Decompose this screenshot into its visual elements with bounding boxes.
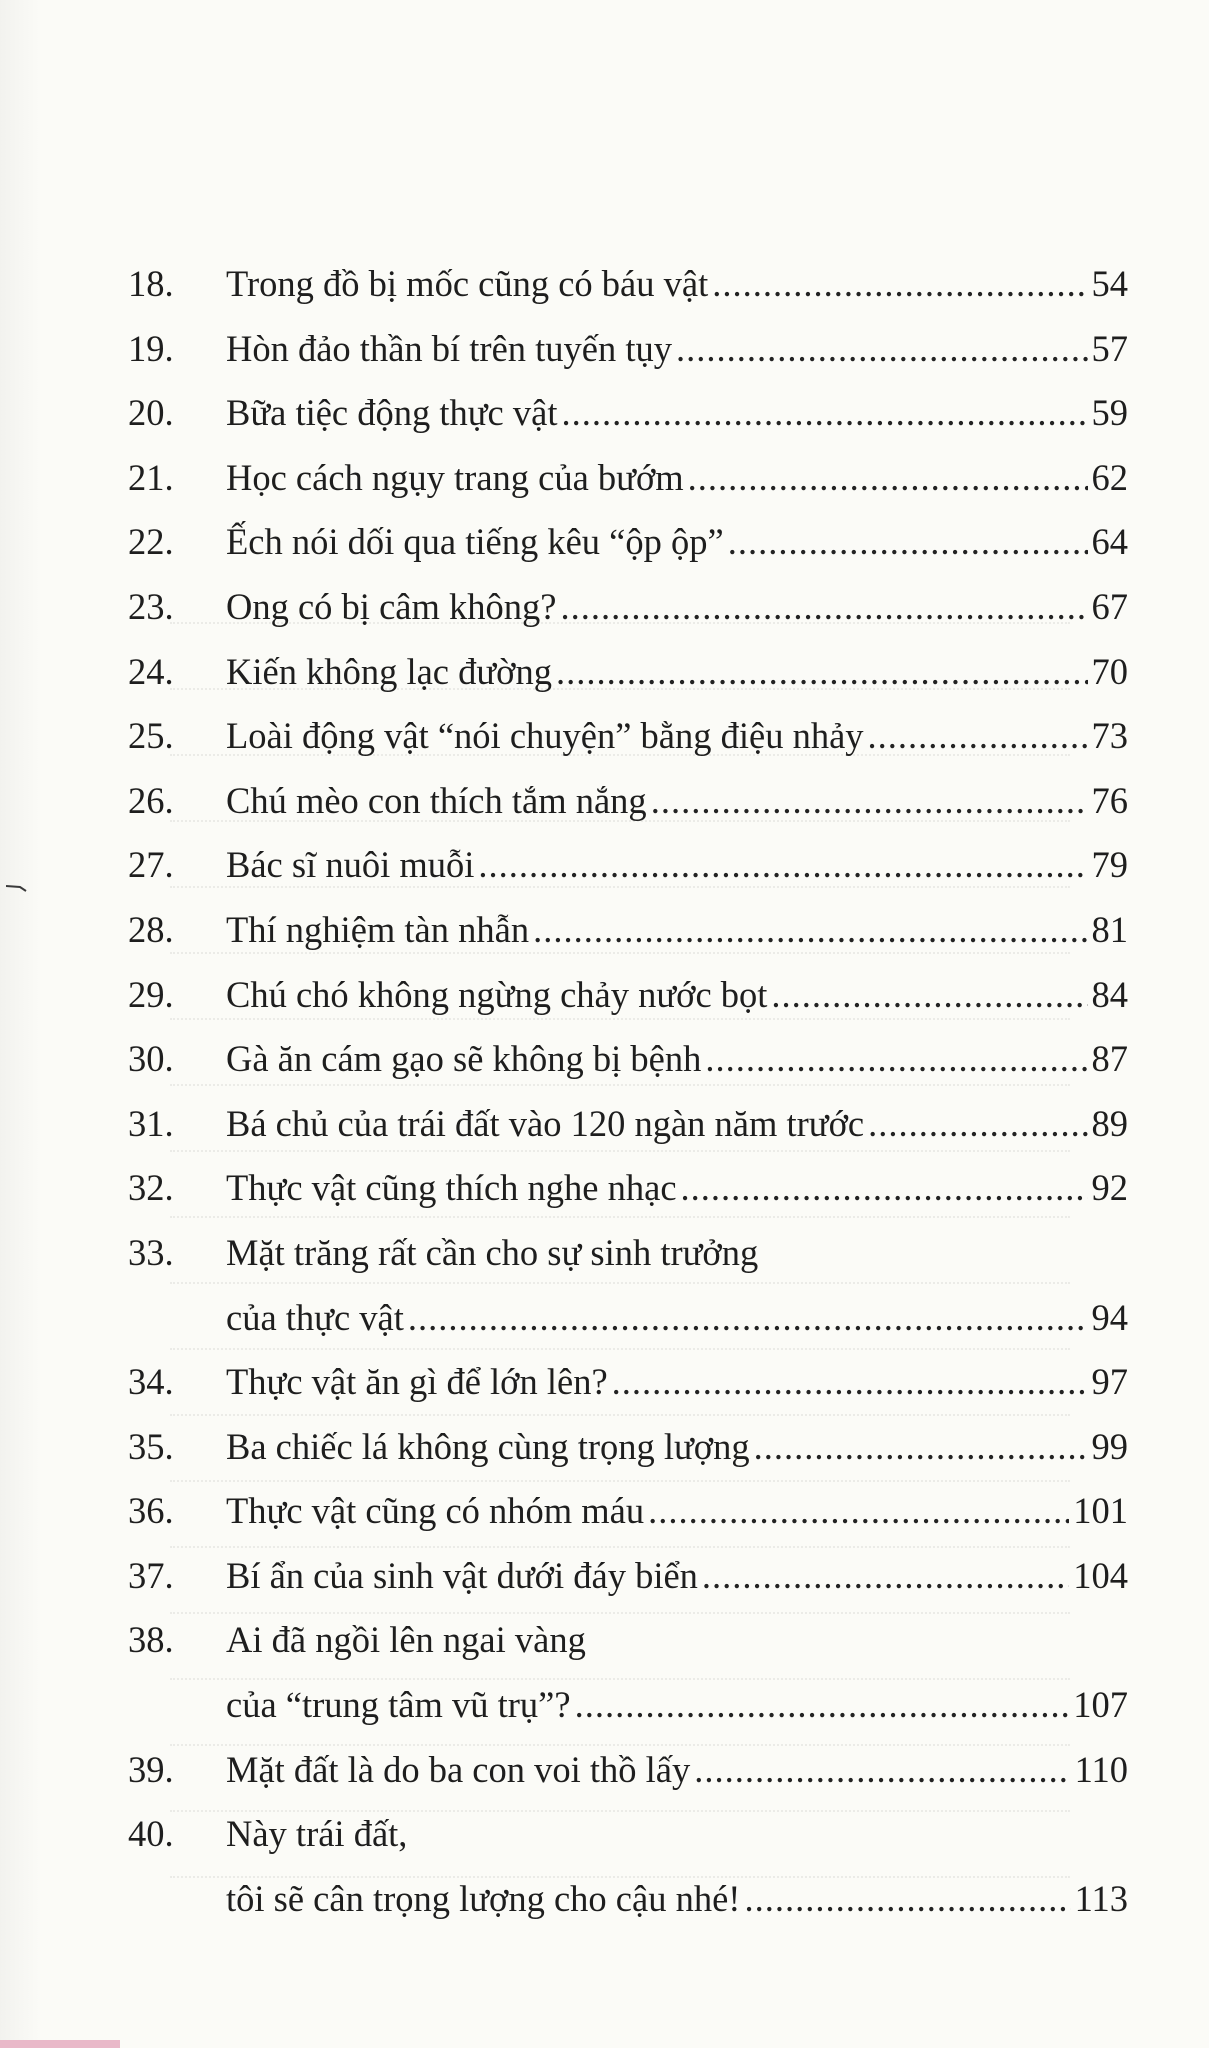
- dot-leader: [688, 446, 1088, 511]
- dot-leader: [712, 252, 1087, 317]
- entry-page-number: 70: [1091, 650, 1128, 692]
- entry-number: 20.: [128, 392, 174, 434]
- entry-page-number: 57: [1091, 327, 1128, 369]
- table-of-contents: [128, 252, 1128, 1931]
- entry-title: Ong có bị câm không?: [226, 585, 557, 627]
- dot-leader: [868, 1092, 1087, 1157]
- dot-leader: [561, 381, 1087, 446]
- toc-entry: [128, 575, 1128, 640]
- toc-entry: [128, 1608, 1128, 1737]
- toc-entry: [128, 317, 1128, 382]
- entry-page-number: 97: [1091, 1361, 1128, 1403]
- toc-entry: [128, 1802, 1128, 1931]
- toc-entry: [128, 898, 1128, 963]
- toc-entry: [128, 1350, 1128, 1415]
- entry-number: 36.: [128, 1490, 174, 1532]
- dot-leader: [705, 1027, 1087, 1092]
- toc-entry: [128, 833, 1128, 898]
- entry-page-number: 81: [1091, 908, 1128, 950]
- dot-leader: [728, 510, 1088, 575]
- entry-page-number: 76: [1091, 779, 1128, 821]
- toc-entry: [128, 446, 1128, 511]
- entry-number: 40.: [128, 1813, 174, 1855]
- entry-number: 26.: [128, 779, 174, 821]
- toc-entry: [128, 1479, 1128, 1544]
- entry-number: 21.: [128, 456, 174, 498]
- entry-number: 33.: [128, 1231, 174, 1273]
- dot-leader: [694, 1738, 1070, 1803]
- toc-entry: [128, 381, 1128, 446]
- entry-title: Thực vật cũng có nhóm máu: [226, 1490, 645, 1532]
- toc-entry: [128, 1415, 1128, 1480]
- entry-page-number: 67: [1091, 585, 1128, 627]
- entry-title: Chú mèo con thích tắm nắng: [226, 779, 647, 821]
- entry-number: 35.: [128, 1425, 174, 1467]
- entry-title-continued: của “trung tâm vũ trụ”?: [226, 1684, 571, 1726]
- entry-page-number: 94: [1091, 1296, 1128, 1338]
- toc-entry: [128, 1221, 1128, 1350]
- toc-entry: [128, 1027, 1128, 1092]
- entry-page-number: 79: [1091, 844, 1128, 886]
- entry-page-number: 54: [1091, 263, 1128, 304]
- entry-title: Học cách ngụy trang của bướm: [226, 456, 684, 498]
- entry-title: Ếch nói dối qua tiếng kêu “ộp ộp”: [226, 521, 724, 563]
- toc-entry: [128, 1156, 1128, 1221]
- entry-page-number: 64: [1091, 521, 1128, 563]
- dot-leader: [648, 1479, 1069, 1544]
- page-edge-strip: [0, 2040, 120, 2048]
- entry-title: Bá chủ của trái đất vào 120 ngàn năm trước: [226, 1102, 865, 1144]
- entry-number: 32.: [128, 1167, 174, 1209]
- entry-page-number: 113: [1074, 1877, 1128, 1919]
- entry-title: Ba chiếc lá không cùng trọng lượng: [226, 1425, 750, 1467]
- entry-title: Gà ăn cám gạo sẽ không bị bệnh: [226, 1038, 702, 1080]
- entry-page-number: 92: [1091, 1167, 1128, 1209]
- toc-entry: [128, 963, 1128, 1028]
- dot-leader: [676, 317, 1087, 382]
- entry-title-continued: của thực vật: [226, 1296, 404, 1338]
- dot-leader: [533, 898, 1087, 963]
- entry-title: Chú chó không ngừng chảy nước bọt: [226, 973, 768, 1015]
- toc-entry: [128, 252, 1128, 317]
- entry-title: Thực vật cũng thích nghe nhạc: [226, 1167, 677, 1209]
- entry-number: 23.: [128, 585, 174, 627]
- entry-number: 39.: [128, 1748, 174, 1790]
- entry-title: Mặt trăng rất cần cho sự sinh trưởng: [226, 1231, 759, 1273]
- toc-entry: [128, 704, 1128, 769]
- entry-page-number: 73: [1091, 715, 1128, 757]
- entry-page-number: 104: [1073, 1554, 1128, 1596]
- entry-title: Trong đồ bị mốc cũng có báu vật: [226, 263, 709, 304]
- entry-number: 31.: [128, 1102, 174, 1144]
- entry-number: 38.: [128, 1619, 174, 1661]
- dot-leader: [771, 963, 1087, 1028]
- entry-number: 18.: [128, 263, 174, 304]
- entry-page-number: 84: [1091, 973, 1128, 1015]
- entry-page-number: 99: [1091, 1425, 1128, 1467]
- entry-page-number: 101: [1073, 1490, 1128, 1532]
- dot-leader: [681, 1156, 1088, 1221]
- entry-title: Này trái đất,: [226, 1813, 408, 1855]
- toc-entry: [128, 1092, 1128, 1157]
- dot-leader: [651, 769, 1088, 834]
- dot-leader: [556, 640, 1088, 705]
- entry-number: 22.: [128, 521, 174, 563]
- entry-title: Loài động vật “nói chuyện” bằng điệu nhảy: [226, 715, 864, 757]
- dot-leader: [612, 1350, 1088, 1415]
- entry-number: 29.: [128, 973, 174, 1015]
- dot-leader: [478, 833, 1087, 898]
- toc-entry: [128, 510, 1128, 575]
- entry-page-number: 87: [1091, 1038, 1128, 1080]
- entry-number: 27.: [128, 844, 174, 886]
- dot-leader: [702, 1544, 1069, 1609]
- entry-number: 37.: [128, 1554, 174, 1596]
- entry-page-number: 107: [1073, 1684, 1128, 1726]
- entry-number: 25.: [128, 715, 174, 757]
- dot-leader: [408, 1286, 1088, 1351]
- entry-number: 28.: [128, 908, 174, 950]
- entry-number: 30.: [128, 1038, 174, 1080]
- entry-title: Bí ẩn của sinh vật dưới đáy biển: [226, 1554, 698, 1596]
- toc-entry: [128, 1738, 1128, 1803]
- entry-title: Thí nghiệm tàn nhẫn: [226, 908, 530, 950]
- entry-title: Hòn đảo thần bí trên tuyến tụy: [226, 327, 673, 369]
- toc-entry: [128, 640, 1128, 705]
- entry-page-number: 59: [1091, 392, 1128, 434]
- entry-title: Thực vật ăn gì để lớn lên?: [226, 1361, 608, 1403]
- entry-title: Mặt đất là do ba con voi thồ lấy: [226, 1748, 691, 1790]
- dot-leader: [560, 575, 1087, 640]
- entry-title: Bữa tiệc động thực vật: [226, 392, 558, 434]
- entry-title: Ai đã ngồi lên ngai vàng: [226, 1619, 586, 1661]
- dot-leader: [868, 704, 1088, 769]
- dot-leader: [754, 1415, 1088, 1480]
- toc-entry: [128, 1544, 1128, 1609]
- entry-number: 24.: [128, 650, 174, 692]
- entry-number: 34.: [128, 1361, 174, 1403]
- entry-page-number: 110: [1074, 1748, 1128, 1790]
- entry-title: Kiến không lạc đường: [226, 650, 552, 692]
- margin-mark: [6, 884, 28, 892]
- dot-leader: [575, 1673, 1070, 1738]
- toc-entry: [128, 769, 1128, 834]
- entry-page-number: 62: [1091, 456, 1128, 498]
- entry-title-continued: tôi sẽ cân trọng lượng cho cậu nhé!: [226, 1877, 741, 1919]
- dot-leader: [744, 1867, 1070, 1932]
- entry-page-number: 89: [1091, 1102, 1128, 1144]
- entry-title: Bác sĩ nuôi muỗi: [226, 844, 475, 886]
- entry-number: 19.: [128, 327, 174, 369]
